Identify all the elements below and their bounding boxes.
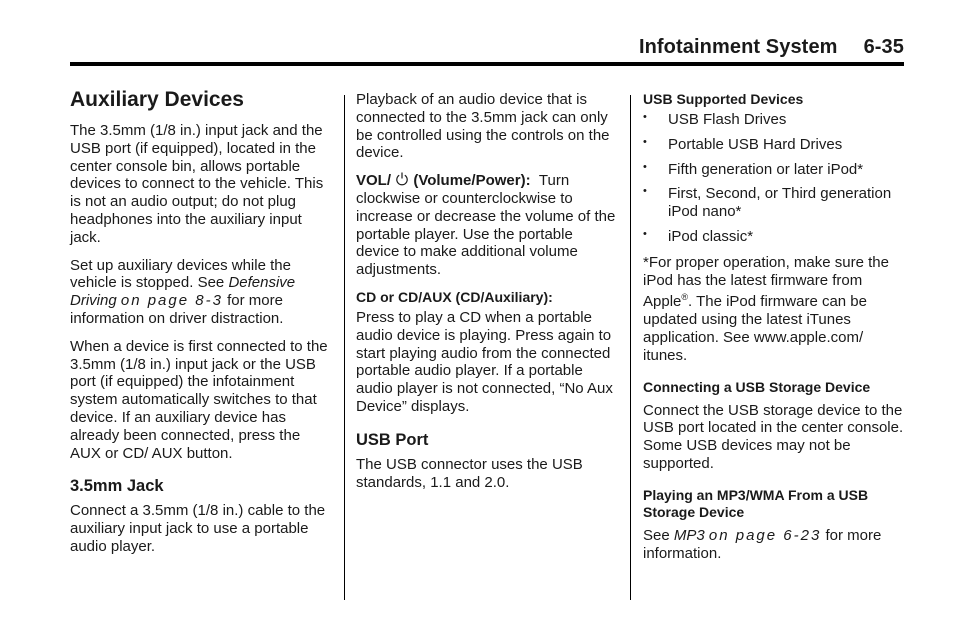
mp3-link[interactable]: MP3 on page 6-23	[673, 526, 822, 544]
firmware-note: *For proper operation, make sure the iPod has the latest firmware from Apple®. The iPod firmware can be updated using the latest iTunes application. See www.apple.com/ itunes.	[643, 253, 889, 364]
power-icon	[395, 172, 409, 186]
vol-label: VOL/ (Volume/Power):	[356, 172, 531, 190]
aux-intro-paragraph: The 3.5mm (1/8 in.) input jack and the USB port (if equipped), located in the center console bin, allows portable devices to connect to the vehicle. This is not an audio output; do not plug headphones into the auxiliary input jack.	[70, 122, 324, 246]
column-2	[356, 91, 618, 501]
list-item: • First, Second, or Third generation iPod nano*	[643, 185, 892, 221]
bullet-icon: •	[643, 160, 647, 173]
auxiliary-devices-heading: Auxiliary Devices	[70, 88, 244, 111]
defensive-driving-link[interactable]: Defensive Driving on page 8-3	[70, 274, 296, 310]
aux-setup-paragraph: Set up auxiliary devices while the vehicle is stopped. See Defensive Driving on page 8-3 for more information on driver distraction.	[70, 256, 296, 327]
list-item: • iPod classic*	[643, 227, 754, 245]
column-divider-1	[344, 95, 345, 600]
playing-mp3-heading: Playing an MP3/WMA From a USB Storage Device	[643, 486, 869, 520]
playing-mp3-paragraph: See MP3 on page 6-23 for more information.	[643, 526, 882, 562]
aux-connect-paragraph: When a device is first connected to the 3.5mm (1/8 in.) input jack or the USB port (if equipped) the infotainment system automatically switches to that device. If an auxiliary device has already been connected, press the AUX or CD/ AUX button.	[70, 337, 328, 462]
usb-supported-heading: USB Supported Devices	[643, 91, 804, 107]
page-number: 6-35	[863, 36, 904, 58]
list-item: • USB Flash Drives	[643, 111, 787, 128]
header-title	[639, 36, 904, 59]
bullet-icon: •	[643, 227, 647, 240]
column-divider-2	[630, 95, 631, 600]
bullet-icon: •	[643, 135, 647, 148]
list-item: • Fifth generation or later iPod*	[643, 160, 864, 178]
vol-paragraph: VOL/ (Volume/Power): Turn clockwise or counterclockwise to increase or decrease the volume of the portable player. Use the portable device to make additional volume adjustments.	[356, 172, 616, 279]
playback-paragraph: Playback of an audio device that is connected to the 3.5mm jack can only be controlled using the controls on the device.	[356, 91, 610, 162]
jack-heading: 3.5mm Jack	[70, 477, 164, 496]
usb-port-paragraph: The USB connector uses the USB standards, 1.1 and 2.0.	[356, 455, 583, 491]
header-rule	[70, 62, 904, 66]
cd-label: CD or CD/AUX (CD/Auxiliary):	[356, 288, 553, 305]
connecting-usb-paragraph: Connect the USB storage device to the USB port located in the center console. Some USB devices may not be supported.	[643, 401, 904, 472]
usb-port-heading: USB Port	[356, 430, 429, 449]
bullet-icon: •	[643, 185, 647, 198]
jack-paragraph: Connect a 3.5mm (1/8 in.) cable to the auxiliary input jack to use a portable audio player.	[70, 502, 326, 555]
bullet-icon: •	[643, 111, 647, 123]
list-item: • Portable USB Hard Drives	[643, 135, 843, 153]
column-1	[70, 88, 332, 566]
section-title: Infotainment System	[638, 36, 838, 58]
column-3	[643, 91, 905, 572]
connecting-usb-heading: Connecting a USB Storage Device	[643, 378, 871, 395]
usb-device-list	[643, 111, 905, 246]
cd-paragraph: CD or CD/AUX (CD/Auxiliary): Press to play a CD when a portable audio device is playing. Press again to start playing audio from the connected portable audio player. If a portable audio player is not connected, “No Aux Device” displays.	[356, 289, 618, 416]
